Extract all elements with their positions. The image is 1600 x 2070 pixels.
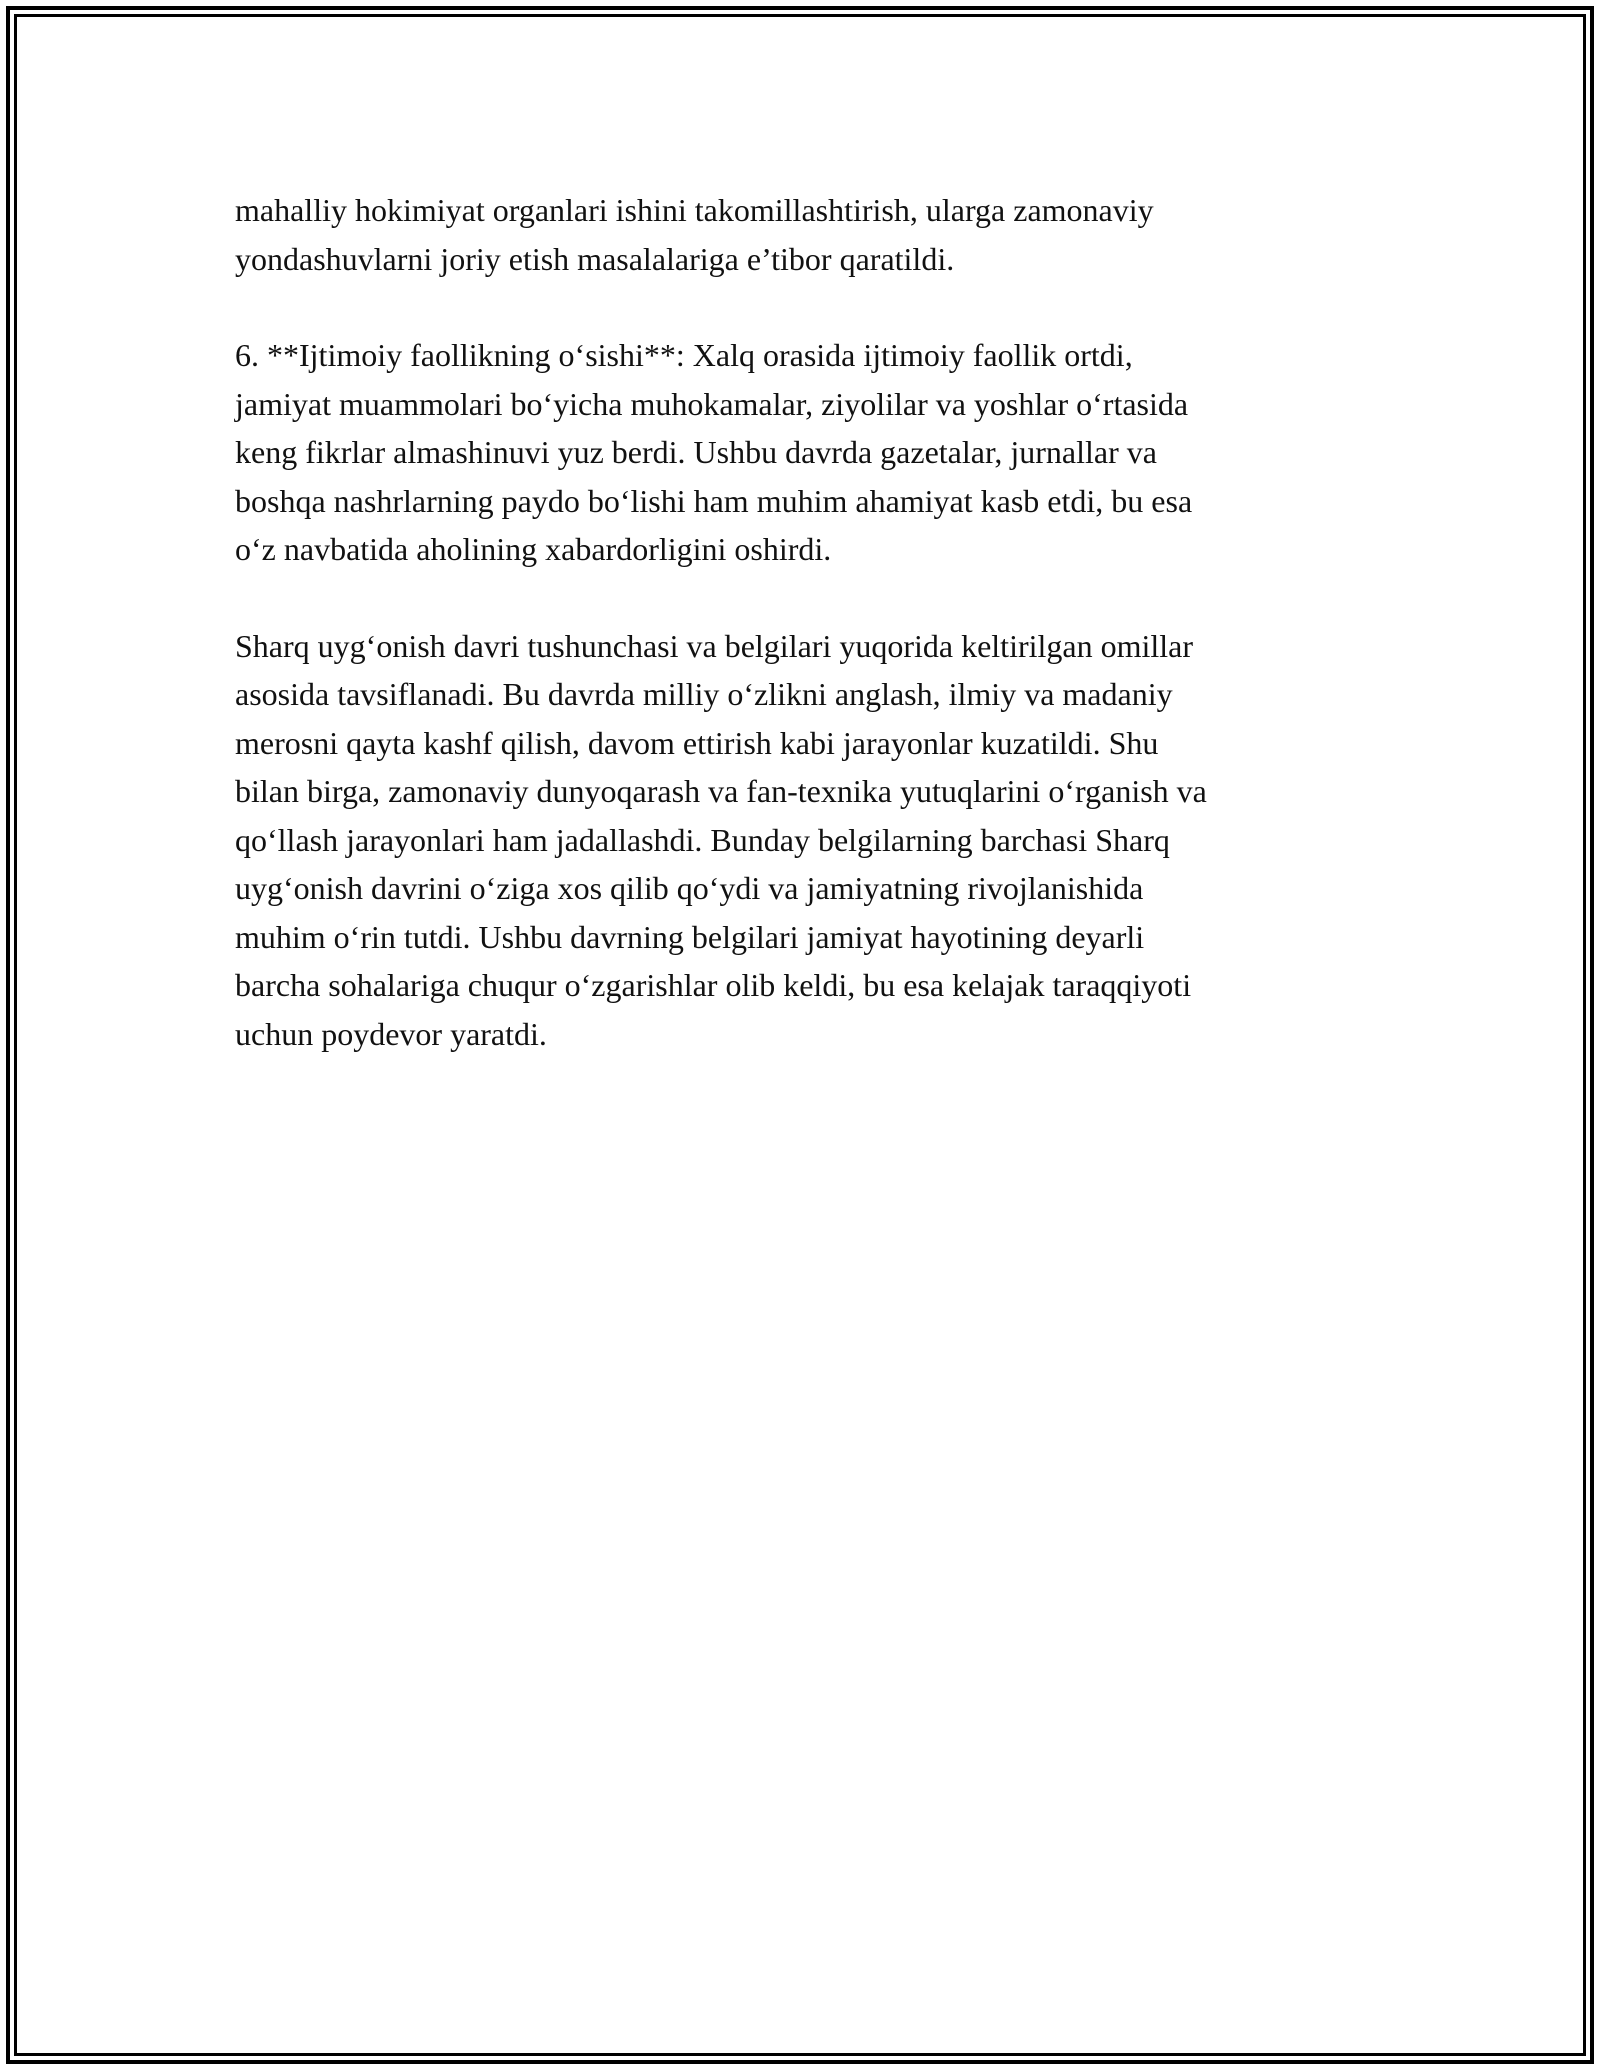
- paragraph-eastern-renaissance: [235, 622, 1375, 1059]
- text-line: o‘z navbatida aholining xabardorligini oshirdi.: [235, 531, 832, 567]
- text-line: asosida tavsiflanadi. Bu davrda milliy o‘zlikni anglash, ilmiy va madaniy: [235, 676, 1173, 712]
- text-line: uyg‘onish davrini o‘ziga xos qilib qo‘ydi va jamiyatning rivojlanishida: [235, 870, 1144, 906]
- text-line: yondashuvlarni joriy etish masalalariga e’tibor qaratildi.: [235, 240, 955, 277]
- text-line: bilan birga, zamonaviy dunyoqarash va fan-texnika yutuqlarini o‘rganish va: [235, 773, 1207, 809]
- text-line: qo‘llash jarayonlari ham jadallashdi. Bunday belgilarning barchasi Sharq: [235, 821, 1170, 858]
- text-line: uchun poydevor yaratdi.: [235, 1015, 547, 1052]
- text-line: keng fikrlar almashinuvi yuz berdi. Ushbu davrda gazetalar, jurnallar va: [235, 434, 1157, 470]
- text-line: mahalliy hokimiyat organlari ishini takomillashtirish, ularga zamonaviy: [235, 192, 1154, 228]
- text-line: Sharq uyg‘onish davri tushunchasi va belgilari yuqorida keltirilgan omillar: [235, 627, 1194, 664]
- paragraph-local-government: [235, 186, 1375, 283]
- document-body: [235, 186, 1375, 1106]
- text-line: jamiyat muammolari bo‘yicha muhokamalar, ziyolilar va yoshlar o‘rtasida: [235, 385, 1189, 422]
- text-line: muhim o‘rin tutdi. Ushbu davrning belgilari jamiyat hayotining deyarli: [235, 918, 1145, 955]
- text-line: merosni qayta kashf qilish, davom ettirish kabi jarayonlar kuzatildi. Shu: [235, 724, 1159, 761]
- text-line: barcha sohalariga chuqur o‘zgarishlar olib keldi, bu esa kelajak taraqqiyoti: [235, 967, 1192, 1003]
- text-line: 6. **Ijtimoiy faollikning o‘sishi**: Xalq orasida ijtimoiy faollik ortdi,: [235, 337, 1133, 373]
- text-line: boshqa nashrlarning paydo bo‘lishi ham muhim ahamiyat kasb etdi, bu esa: [235, 482, 1193, 519]
- paragraph-social-activity: [235, 331, 1375, 574]
